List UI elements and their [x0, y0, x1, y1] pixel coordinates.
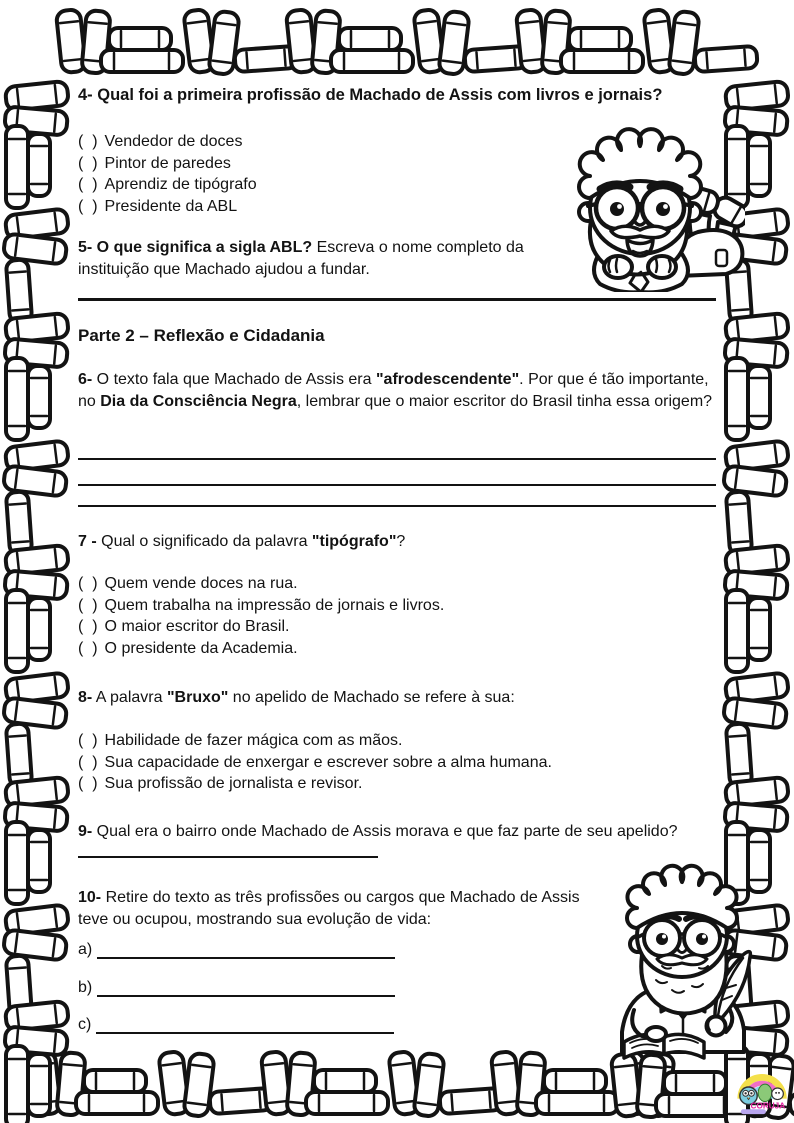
option-label: Quem trabalha na impressão de jornais e livros.	[104, 596, 445, 614]
publisher-logo	[735, 1058, 793, 1118]
answer-line[interactable]	[97, 941, 395, 959]
option-label: Sua profissão de jornalista e revisor.	[104, 775, 363, 793]
question-number: 9-	[78, 823, 93, 840]
answer-option	[78, 174, 418, 196]
option-label: O presidente da Academia.	[104, 639, 298, 657]
item-label: b)	[78, 979, 93, 996]
option-label: O maior escritor do Brasil.	[104, 618, 290, 636]
checkbox-marker[interactable]: ( )	[78, 775, 98, 793]
checkbox-marker[interactable]: ( )	[78, 197, 98, 215]
answer-line[interactable]	[78, 489, 716, 507]
question-8-text	[78, 687, 718, 709]
leaf-icon	[758, 1084, 772, 1101]
question-7-b1: "tipógrafo"	[311, 533, 397, 550]
answer-option	[78, 730, 678, 752]
answer-option	[78, 638, 638, 660]
question-number: 8-	[78, 689, 93, 706]
checkbox-marker[interactable]: ( )	[78, 596, 98, 614]
question-6-t1: O texto fala que Machado de Assis era	[92, 371, 376, 388]
logo-wordmark: CORUJA	[750, 1101, 786, 1111]
option-label: Vendedor de doces	[104, 133, 243, 150]
question-4-title: 4- Qual foi a primeira profissão de Machado de Assis com livros e jornais?	[78, 86, 663, 104]
answer-option	[78, 616, 638, 638]
answer-line[interactable]	[78, 843, 378, 858]
question-10-body: Retire do texto as três profissões ou cargos que Machado de Assis teve ou ocupou, mostrando sua evolução de vida:	[78, 889, 580, 928]
machado-writing-illustration	[598, 860, 768, 1065]
item-label: a)	[78, 941, 93, 958]
answer-option	[78, 595, 638, 617]
question-number: 10-	[78, 889, 102, 906]
question-8-t2: no apelido de Machado se refere à sua:	[228, 689, 515, 706]
checkbox-marker[interactable]: ( )	[78, 575, 98, 592]
answer-option	[78, 196, 418, 218]
question-number: 7 -	[78, 533, 97, 550]
option-label: Sua capacidade de enxergar e escrever sobre a alma humana.	[104, 753, 552, 771]
question-5-text	[78, 237, 548, 281]
question-6-text	[78, 369, 718, 413]
answer-option	[78, 752, 678, 774]
answer-option	[78, 131, 418, 153]
answer-line[interactable]	[78, 282, 716, 301]
question-7-text	[78, 531, 718, 553]
answer-item	[78, 979, 395, 997]
answer-line[interactable]	[96, 1016, 394, 1034]
option-label: Quem vende doces na rua.	[104, 575, 298, 592]
mascot-icon	[772, 1088, 784, 1100]
answer-line[interactable]	[97, 979, 395, 997]
question-9-text	[78, 821, 688, 865]
item-label: c)	[78, 1016, 92, 1033]
answer-option	[78, 153, 418, 175]
question-10-text	[78, 887, 603, 931]
checkbox-marker[interactable]: ( )	[78, 753, 98, 771]
checkbox-marker[interactable]: ( )	[78, 133, 98, 150]
question-7-t2: ?	[396, 533, 406, 550]
question-number: 6-	[78, 371, 93, 388]
question-4-options	[78, 131, 418, 217]
checkbox-marker[interactable]: ( )	[78, 176, 98, 194]
answer-option	[78, 573, 638, 595]
part2-heading: Parte 2 – Reflexão e Cidadania	[78, 326, 325, 345]
question-6-b1: "afrodescendente"	[375, 371, 520, 388]
question-6-t3: , lembrar que o maior escritor do Brasil tinha essa origem?	[296, 393, 713, 410]
answer-item	[78, 941, 395, 959]
question-5-rest: Escreva o nome completo da instituição que Machado ajudou a fundar.	[78, 239, 524, 278]
machado-lying-illustration	[538, 104, 745, 292]
question-5-bold: 5- O que significa a sigla ABL?	[78, 239, 313, 256]
question-6-b2: Dia da Consciência Negra	[100, 393, 297, 410]
question-8-t1: A palavra	[92, 689, 167, 706]
question-6-t2: . Por que é tão importante, no	[78, 371, 709, 410]
option-label: Habilidade de fazer mágica com as mãos.	[104, 732, 403, 749]
checkbox-marker[interactable]: ( )	[78, 732, 98, 749]
checkbox-marker[interactable]: ( )	[78, 154, 98, 172]
option-label: Pintor de paredes	[104, 154, 231, 172]
answer-line[interactable]	[78, 442, 716, 460]
option-label: Presidente da ABL	[104, 197, 238, 215]
option-label: Aprendiz de tipógrafo	[104, 176, 257, 194]
checkbox-marker[interactable]: ( )	[78, 639, 98, 657]
question-8-options	[78, 730, 678, 795]
answer-option	[78, 773, 678, 795]
question-8-b1: "Bruxo"	[166, 689, 229, 706]
question-7-t1: Qual o significado da palavra	[96, 533, 312, 550]
question-7-options	[78, 573, 638, 659]
checkbox-marker[interactable]: ( )	[78, 618, 98, 636]
answer-line[interactable]	[78, 468, 716, 486]
answer-item	[78, 1016, 394, 1034]
question-9-body: Qual era o bairro onde Machado de Assis morava e que faz parte de seu apelido?	[92, 823, 678, 840]
